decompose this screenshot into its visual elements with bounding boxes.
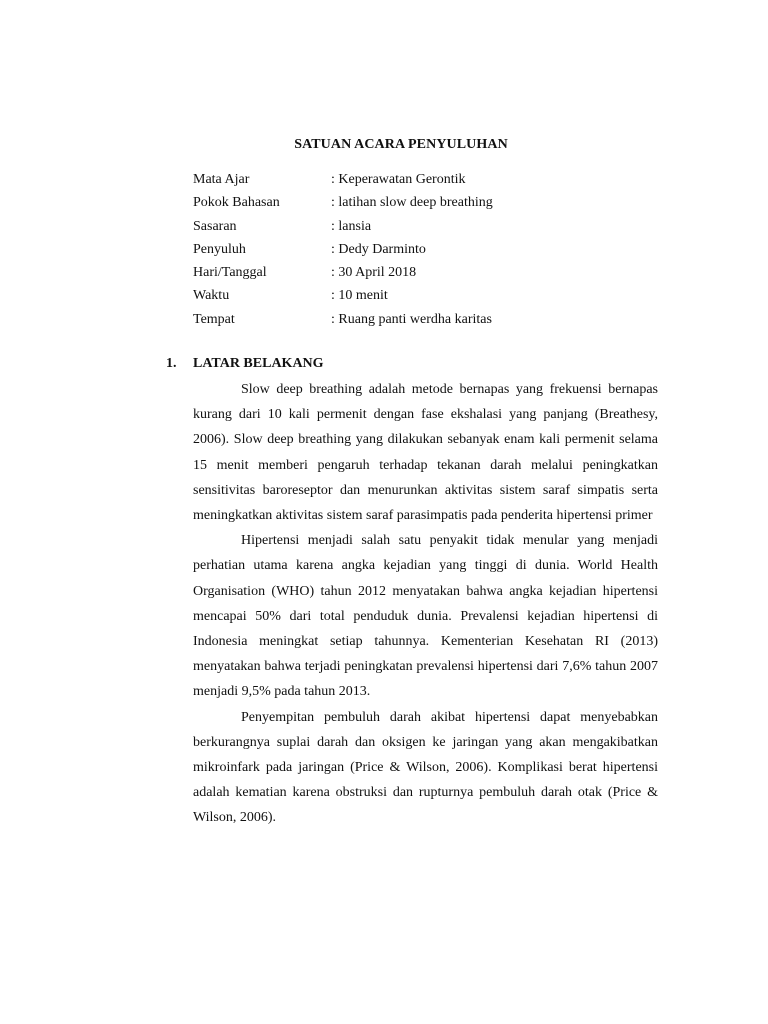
meta-key: Mata Ajar bbox=[193, 172, 250, 187]
meta-table bbox=[193, 171, 673, 334]
meta-key: Tempat bbox=[193, 311, 235, 327]
section-body bbox=[193, 377, 658, 831]
meta-row-tempat bbox=[193, 311, 673, 334]
paragraph: Penyempitan pembuluh darah akibat hipertensi dapat menyebabkan berkurangnya suplai darah dan oksigen ke jaringan yang akan mengakibatkan mikroinfark pada jaringan (Price & Wilson, 2006). Komplikasi berat hipertensi adalah kematian karena obstruksi dan rupturnya pembuluh darah otak (Price & Wilson, 2006). bbox=[193, 709, 658, 826]
meta-key: Sasaran bbox=[193, 218, 237, 234]
meta-row-waktu bbox=[193, 287, 673, 310]
meta-key: Penyuluh bbox=[193, 241, 246, 257]
meta-value: : 10 menit bbox=[331, 288, 388, 304]
meta-key: Waktu bbox=[193, 288, 230, 304]
meta-row-pokok-bahasan bbox=[193, 194, 673, 217]
meta-row-penyuluh bbox=[193, 241, 673, 264]
meta-key: Hari/Tanggal bbox=[193, 265, 267, 281]
section-number: 1. bbox=[166, 356, 177, 371]
document-title: SATUAN ACARA PENYULUHAN bbox=[294, 137, 508, 152]
meta-row-hari-tanggal bbox=[193, 264, 673, 287]
meta-value: : Ruang panti werdha karitas bbox=[331, 311, 492, 327]
meta-key: Pokok Bahasan bbox=[193, 195, 280, 211]
section-heading bbox=[166, 355, 658, 377]
meta-row-sasaran bbox=[193, 218, 673, 241]
meta-value: : Dedy Darminto bbox=[331, 241, 426, 257]
paragraph: Slow deep breathing adalah metode bernapas yang frekuensi bernapas kurang dari 10 kali permenit dengan fase ekshalasi yang panjang (Breathesy, 2006). Slow deep breathing yang dilakukan sebanyak enam kali permenit selama 15 menit memberi pengaruh terhadap tekanan darah melalui peningkatkan sensitivitas baroreseptor dan menurunkan aktivitas sistem saraf simpatis serta meningkatkan aktivitas sistem saraf parasimpatis pada penderita hipertensi primer bbox=[193, 382, 658, 524]
meta-value: : Keperawatan Gerontik bbox=[331, 172, 466, 187]
section-title: LATAR BELAKANG bbox=[193, 356, 324, 371]
meta-value: : 30 April 2018 bbox=[331, 265, 417, 281]
section-latar-belakang bbox=[166, 355, 658, 831]
meta-row-mata-ajar bbox=[193, 171, 673, 194]
paragraph: Hipertensi menjadi salah satu penyakit tidak menular yang menjadi perhatian utama karena angka kejadian yang tinggi di dunia. World Health Organisation (WHO) tahun 2012 menyatakan bahwa angka kejadian hipertensi mencapai 50% dari total penduduk dunia. Prevalensi kejadian hipertensi di Indonesia meningkat setiap tahunnya. Kementerian Kesehatan RI (2013) menyatakan bahwa terjadi peningkatan prevalensi hipertensi dari 7,6% tahun 2007 menjadi 9,5% pada tahun 2013. bbox=[193, 533, 658, 700]
meta-value: : lansia bbox=[331, 218, 372, 234]
meta-value: : latihan slow deep breathing bbox=[331, 195, 493, 211]
